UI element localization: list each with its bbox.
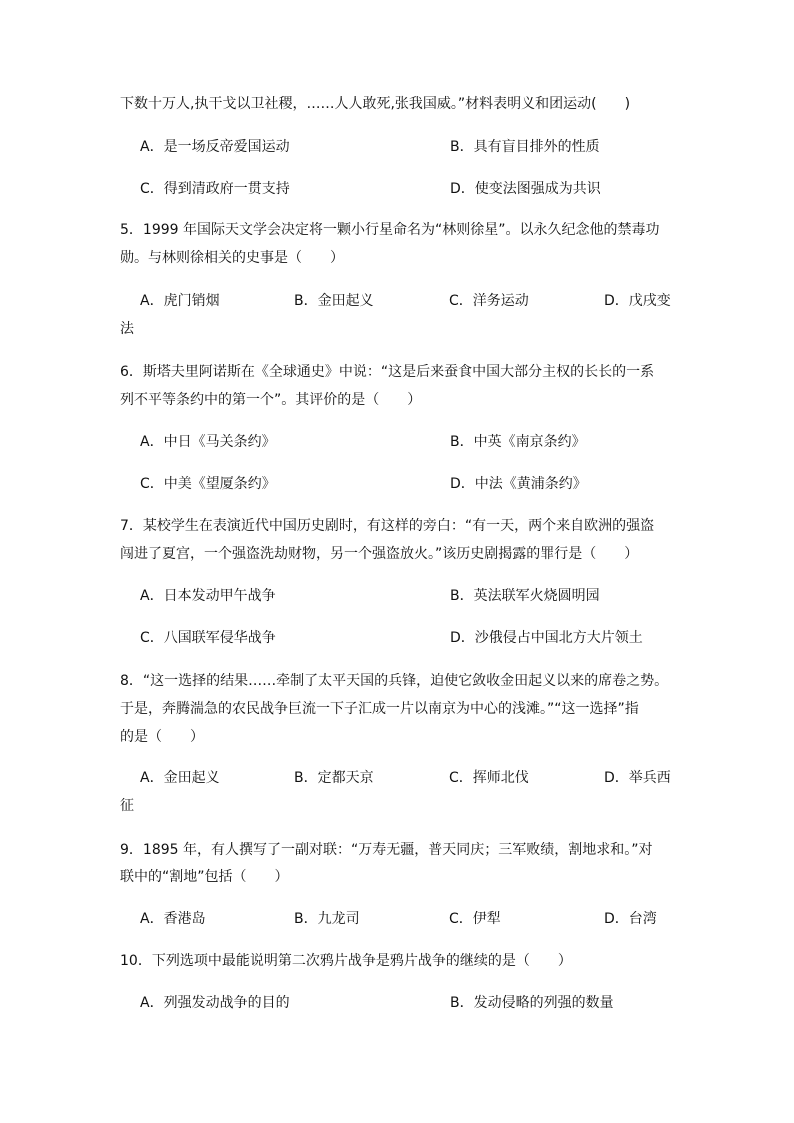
q6-option-b: B．中英《南京条约》	[450, 434, 586, 450]
q9-stem-line1: 9．1895 年，有人撰写了一副对联：“万寿无疆，普天同庆；三军败绩，割地求和。”对	[120, 842, 653, 858]
q8-option-d-wrap: 征	[120, 798, 134, 814]
q7-stem-line1: 7．某校学生在表演近代中国历史剧时，有这样的旁白：“有一天，两个来自欧洲的强盗	[120, 518, 655, 534]
q7-option-b: B．英法联军火烧圆明园	[450, 588, 600, 604]
q4-option-b: B．具有盲目排外的性质	[450, 139, 600, 155]
q8-option-a: A．金田起义	[140, 770, 220, 786]
q5-stem-line2: 勋。与林则徐相关的史事是（ ）	[120, 250, 344, 266]
q5-option-d: D．戊戌变	[604, 293, 671, 309]
q7-option-c: C．八国联军侵华战争	[140, 630, 276, 646]
q8-option-b: B．定都天京	[294, 770, 374, 786]
q6-option-c: C．中美《望厦条约》	[140, 476, 276, 492]
q6-stem-line2: 列不平等条约中的第一个”。其评价的是（ ）	[120, 392, 422, 408]
q5-option-b: B．金田起义	[294, 293, 374, 309]
q8-stem-line3: 的是（ ）	[120, 729, 204, 745]
q4-option-d: D．使变法图强成为共识	[450, 181, 601, 197]
q8-option-c: C．挥师北伐	[449, 770, 529, 786]
q8-stem-line2: 于是，奔腾湍急的农民战争巨流一下子汇成一片以南京为中心的浅滩。”“这一选择”指	[120, 701, 639, 717]
q5-option-a: A．虎门销烟	[140, 293, 220, 309]
q8-stem-line1: 8．“这一选择的结果……牵制了太平天国的兵锋，迫使它敛收金田起义以来的席卷之势。	[120, 673, 669, 689]
q9-option-b: B．九龙司	[294, 911, 360, 927]
q4-stem-line1: 下数十万人,执干戈以卫社稷，……人人敢死,张我国威。”材料表明义和团运动( )	[120, 96, 631, 112]
q9-option-d: D．台湾	[604, 911, 657, 927]
q5-stem-line1: 5．1999 年国际天文学会决定将一颗小行星命名为“林则徐星”。以永久纪念他的禁毒功	[120, 222, 660, 238]
q5-option-d-wrap: 法	[120, 321, 134, 337]
q6-option-d: D．中法《黄浦条约》	[450, 476, 587, 492]
q6-stem-line1: 6．斯塔夫里阿诺斯在《全球通史》中说：“这是后来蚕食中国大部分主权的长长的一系	[120, 364, 655, 380]
q7-stem-line2: 闯进了夏宫，一个强盗洗劫财物，另一个强盗放火。”该历史剧揭露的罪行是（ ）	[120, 546, 639, 562]
q7-option-d: D．沙俄侵占中国北方大片领土	[450, 630, 643, 646]
q9-stem-line2: 联中的“割地”包括（ ）	[120, 869, 289, 885]
q10-option-b: B．发动侵略的列强的数量	[450, 995, 614, 1011]
q6-option-a: A．中日《马关条约》	[140, 434, 276, 450]
q10-option-a: A．列强发动战争的目的	[140, 995, 290, 1011]
q9-option-c: C．伊犁	[449, 911, 501, 927]
q9-option-a: A．香港岛	[140, 911, 206, 927]
q4-option-c: C．得到清政府一贯支持	[140, 181, 290, 197]
q5-option-c: C．洋务运动	[449, 293, 529, 309]
q10-stem-line1: 10．下列选项中最能说明第二次鸦片战争是鸦片战争的继续的是（ ）	[120, 953, 572, 969]
q4-option-a: A．是一场反帝爱国运动	[140, 139, 290, 155]
q8-option-d: D．举兵西	[604, 770, 671, 786]
q7-option-a: A．日本发动甲午战争	[140, 588, 276, 604]
